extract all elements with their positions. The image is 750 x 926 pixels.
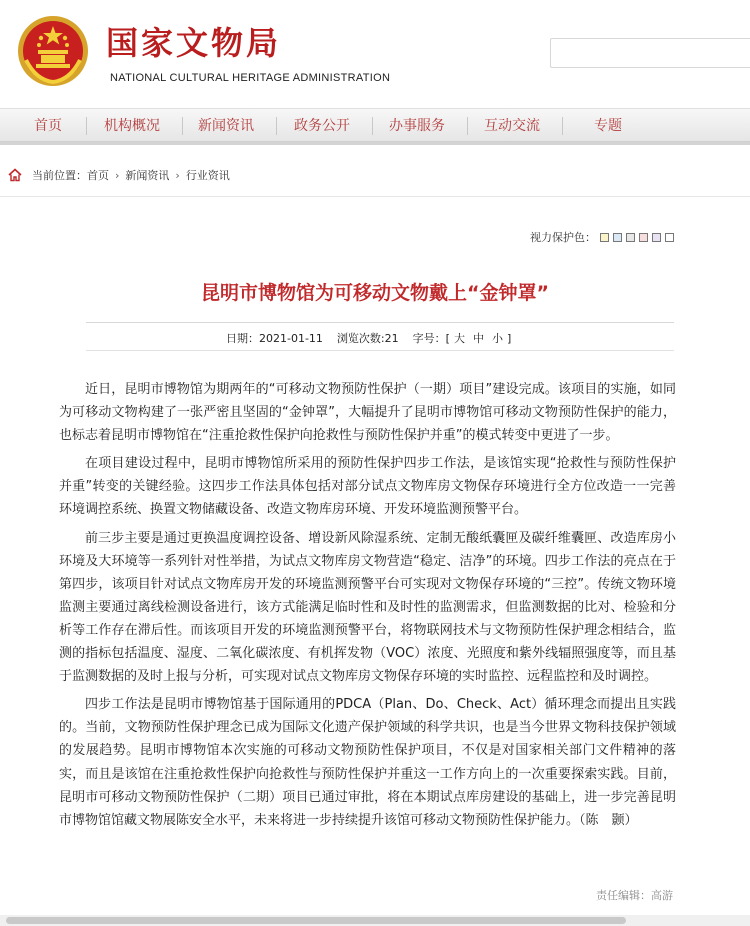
vision-color-swatch[interactable] [600, 233, 609, 242]
vision-color-swatch[interactable] [665, 233, 674, 242]
article-title: 昆明市博物馆为可移动文物戴上“金钟罩” [201, 282, 549, 304]
date-label: 日期： [226, 332, 259, 345]
home-icon [8, 168, 22, 182]
nav-item-news[interactable]: 新闻资讯 [198, 118, 254, 134]
font-size-small-button[interactable]: 小 [491, 332, 503, 345]
national-emblem-icon[interactable] [16, 14, 90, 88]
article-paragraph: 四步工作法是昆明市博物馆基于国际通用的PDCA（Plan、Do、Check、Act）循环理念而提出且实践的。当前，文物预防性保护理念已成为国际文化遗产保护领域的科学共识，也是当今世界文物科技保护领域的发展趋势。昆明市博物馆本次实施的可移动文物预防性保护项目，不仅是对国家相关部门文件精神的落实，而且是该馆在注重抢救性保护向抢救性与预防性保护并重这一工作方向上的一次重要探索实践。目前，昆明市可移动文物预防性保护（二期）项目已通过审批，将在本期试点库房建设的基础上，进一步完善昆明市博物馆馆藏文物展陈安全水平，未来将进一步持续提升该馆可移动文物预防性保护能力。（陈 颢） [59, 697, 676, 828]
article-meta [226, 330, 511, 346]
responsible-editor: 责任编辑：高游 [596, 889, 673, 902]
nav-divider [86, 117, 87, 135]
site-name-english: NATIONAL CULTURAL HERITAGE ADMINISTRATION [110, 72, 391, 84]
view-count: 21 [384, 331, 399, 345]
font-size-label: 字号：[ [412, 332, 450, 345]
vision-color-swatch[interactable] [652, 233, 661, 242]
vision-color-swatch[interactable] [626, 233, 635, 242]
font-size-medium-button[interactable]: 中 [472, 332, 484, 345]
breadcrumb-home[interactable]: 首页 [87, 169, 109, 182]
nav-item-home[interactable]: 首页 [34, 118, 62, 134]
font-size-large-button[interactable]: 大 [453, 332, 465, 345]
nav-divider [276, 117, 277, 135]
article-paragraph: 近日，昆明市博物馆为期两年的“可移动文物预防性保护（一期）项目”建设完成。该项目的实施，如同为可移动文物构建了一张严密且坚固的“金钟罩”，大幅提升了昆明市博物馆可移动文物预防性保护的能力，也标志着昆明市博物馆在“注重抢救性保护向抢救性与预防性保护并重”的模式转变中更进了一步。 [59, 382, 676, 444]
nav-divider [372, 117, 373, 135]
nav-divider [562, 117, 563, 135]
breadcrumb-prefix: 当前位置： [32, 169, 87, 182]
article-body [59, 378, 676, 837]
article-date: 2021-01-11 [259, 331, 323, 345]
breadcrumb [8, 166, 230, 184]
nav-divider [182, 117, 183, 135]
article-paragraph: 在项目建设过程中，昆明市博物馆所采用的预防性保护四步工作法，是该馆实现“抢救性与预防性保护并重”转变的关键经验。这四步工作法具体包括对部分试点文物库房文物保存环境进行全方位改造一一完善环境调控系统、换置文物储藏设备、改造文物库房环境、开发环境监测预警平台。 [59, 456, 676, 518]
nav-item-interaction[interactable]: 互动交流 [484, 118, 540, 134]
nav-item-about[interactable]: 机构概况 [104, 118, 160, 134]
nav-divider [467, 117, 468, 135]
breadcrumb-industry[interactable]: 行业资讯 [185, 169, 230, 182]
search-input[interactable] [550, 38, 750, 68]
breadcrumb-separator: › [175, 168, 180, 182]
vision-protection-label: 视力保护色： [530, 231, 596, 244]
article-paragraph: 前三步主要是通过更换温度调控设备、增设新风除湿系统、定制无酸纸囊匣及碳纤维囊匣、改造库房小环境及大环境等一系列针对性举措，为试点文物库房文物营造“稳定、洁净”的环境。四步工作法的亮点在于第四步，该项目针对试点文物库房开发的环境监测预警平台可实现对文物保存环境的“三控”。传统文物环境监测主要通过离线检测设备进行，该方式能满足临时性和及时性的监测需求，但监测数据的比对、检验和分析等工作存在滞后性。而该项目开发的环境监测预警平台，将物联网技术与文物预防性保护理念相结合，监测的指标包括温度、湿度、二氧化碳浓度、有机挥发物（VOC）浓度、光照度和紫外线辐照强度等，而且基于监测数据的及时上报与分析，可实现对试点文物库房文物保存环境的实时监控、远程监控和及时调控。 [59, 530, 676, 685]
nav-item-government[interactable]: 政务公开 [294, 118, 350, 134]
font-size-close: ] [506, 331, 512, 345]
nav-shadow [0, 142, 750, 145]
title-divider [86, 322, 674, 323]
vision-color-swatch[interactable] [639, 233, 648, 242]
nav-item-services[interactable]: 办事服务 [389, 118, 445, 134]
site-name-chinese[interactable]: 国家文物局 [106, 24, 282, 62]
vision-color-swatch[interactable] [613, 233, 622, 242]
main-nav [0, 108, 750, 142]
horizontal-scrollbar-thumb[interactable] [6, 917, 626, 924]
breadcrumb-divider [0, 196, 750, 197]
breadcrumb-separator: › [115, 168, 120, 182]
breadcrumb-news[interactable]: 新闻资讯 [125, 169, 170, 182]
site-header [0, 0, 750, 104]
vision-protection-bar [530, 229, 674, 245]
nav-item-topics[interactable]: 专题 [594, 118, 622, 134]
meta-divider [86, 350, 674, 351]
views-label: 浏览次数: [336, 332, 385, 345]
